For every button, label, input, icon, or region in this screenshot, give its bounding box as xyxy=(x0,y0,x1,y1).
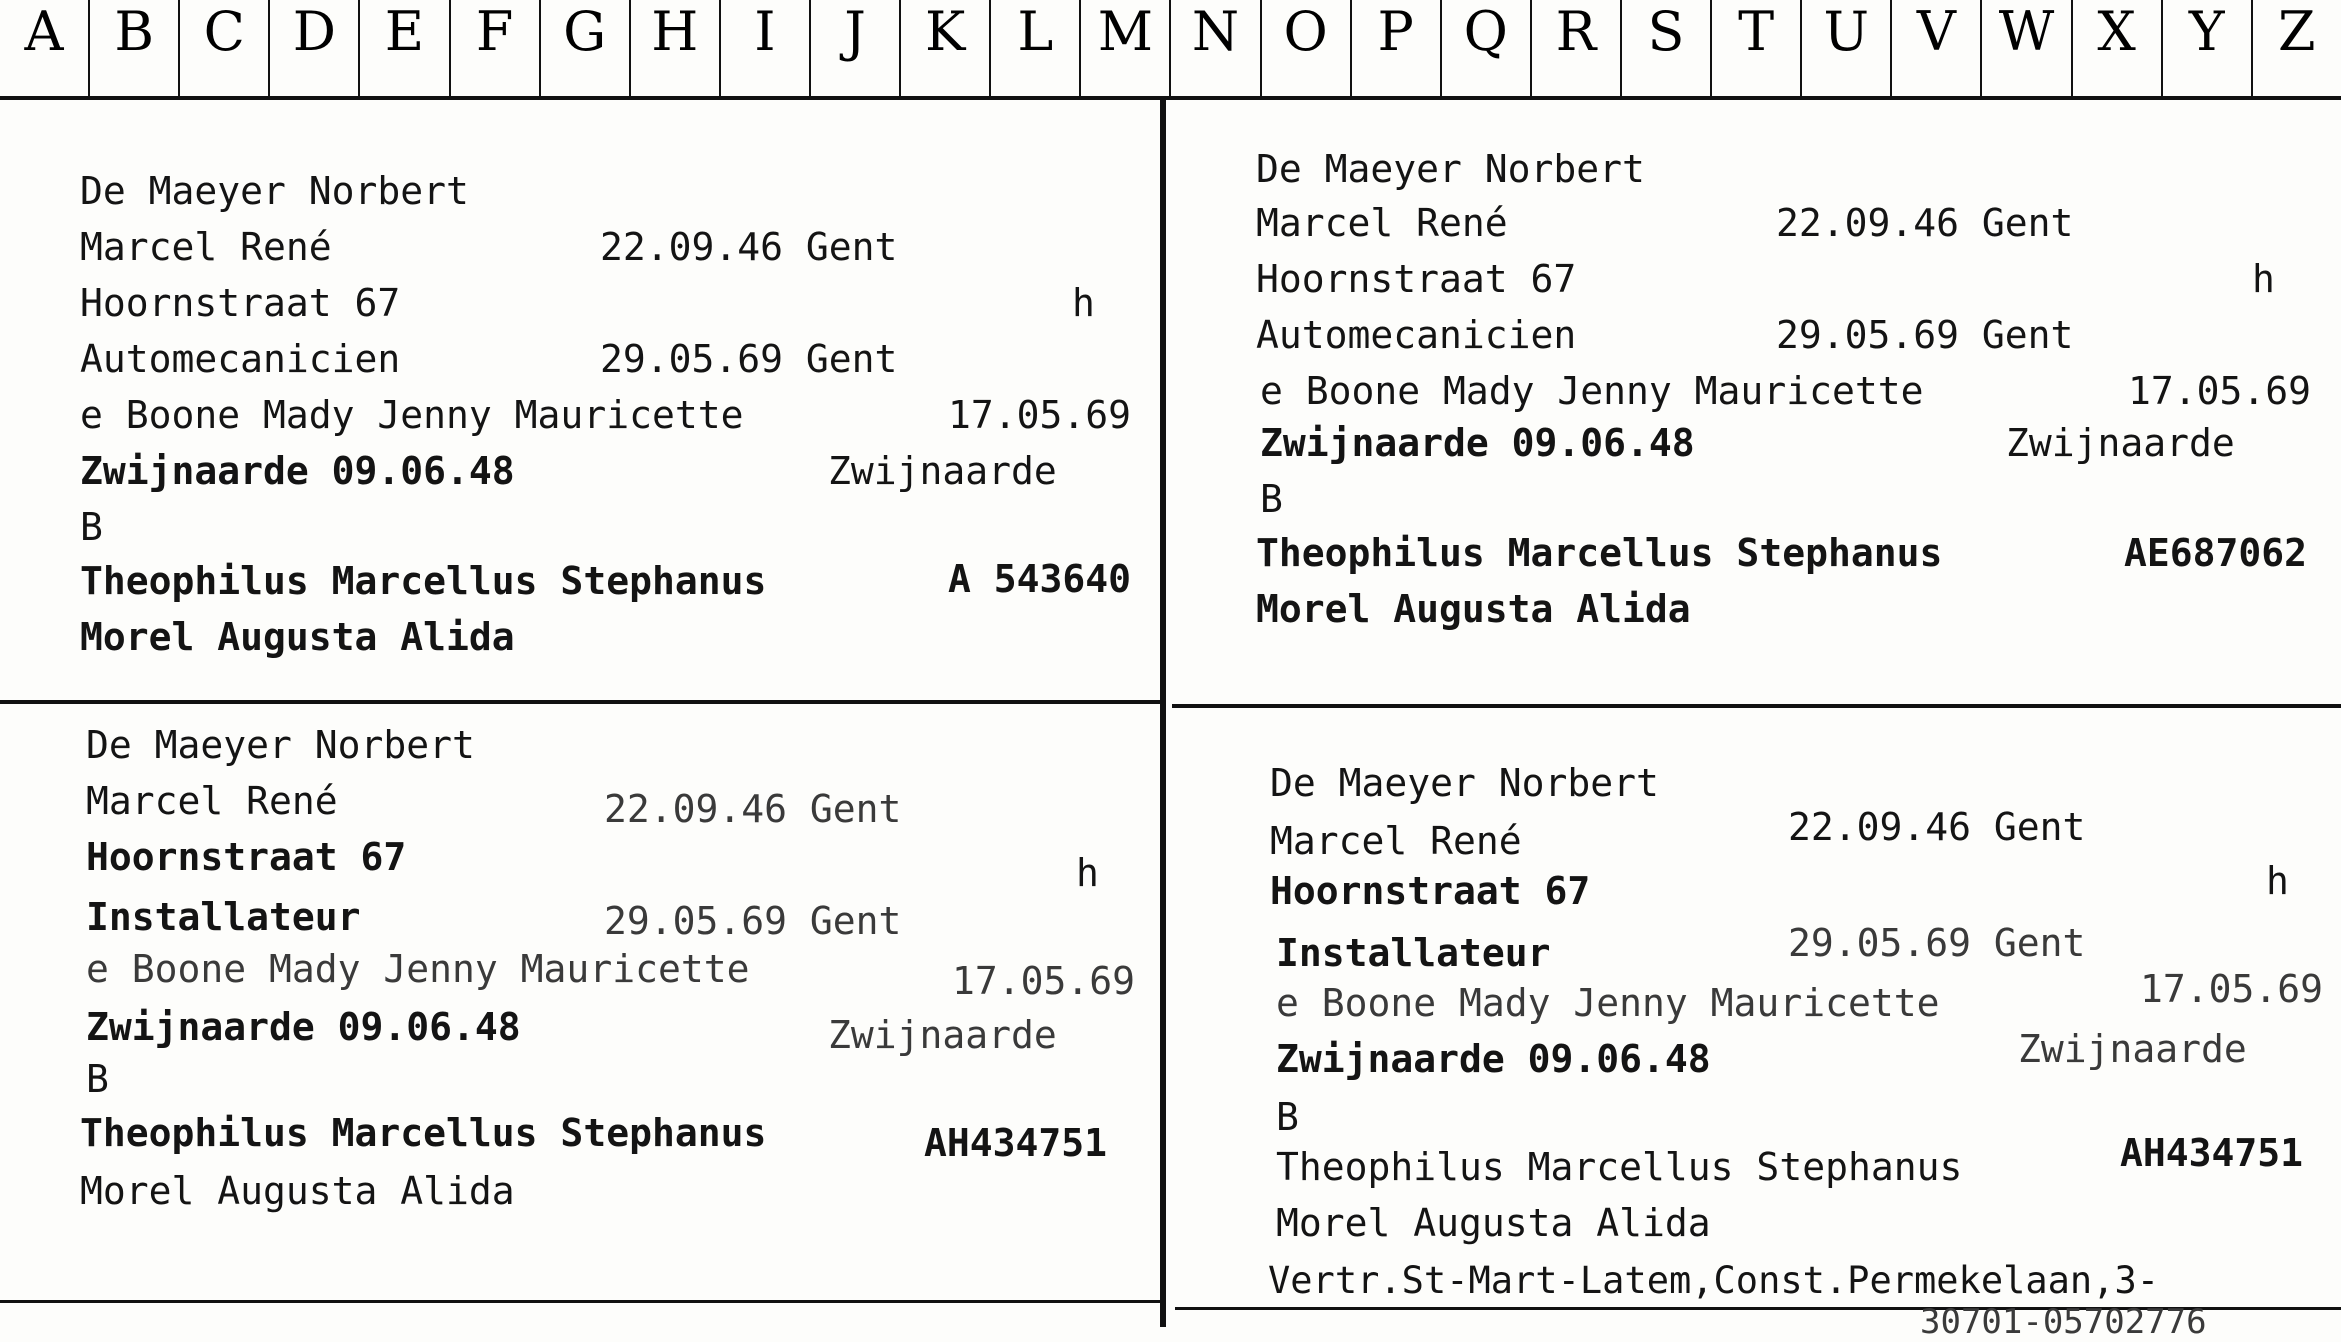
card-divider-vertical xyxy=(1160,100,1166,1327)
birth-date-place: 22.09.46 Gent xyxy=(1776,201,2074,245)
spouse-date: 17.05.69 xyxy=(2140,967,2324,1011)
index-letter: M xyxy=(1081,0,1171,96)
marital-flag: h xyxy=(2252,257,2275,301)
id-number: A 543640 xyxy=(948,557,1132,601)
code-letter: B xyxy=(80,505,103,549)
index-letter: C xyxy=(180,0,270,96)
spouse-date: 17.05.69 xyxy=(948,393,1132,437)
father-name: Theophilus Marcellus Stephanus xyxy=(80,1111,767,1155)
index-letter: P xyxy=(1352,0,1442,96)
mother-name: Morel Augusta Alida xyxy=(1276,1201,1711,1245)
index-letter: Y xyxy=(2163,0,2253,96)
spouse-place: Zwijnaarde xyxy=(828,1013,1057,1057)
spouse-birth: Zwijnaarde 09.06.48 xyxy=(1260,421,1695,465)
index-letter: X xyxy=(2073,0,2163,96)
index-letter: A xyxy=(0,0,90,96)
marriage-date-place: 29.05.69 Gent xyxy=(600,337,898,381)
spouse-name: e Boone Mady Jenny Mauricette xyxy=(86,947,750,991)
mother-name: Morel Augusta Alida xyxy=(80,1169,515,1213)
father-name: Theophilus Marcellus Stephanus xyxy=(1276,1145,1963,1189)
index-letter: O xyxy=(1262,0,1352,96)
index-letter: G xyxy=(541,0,631,96)
marital-flag: h xyxy=(2266,859,2289,903)
id-number: AE687062 xyxy=(2124,531,2308,575)
address: Hoornstraat 67 xyxy=(86,835,407,879)
index-letter: V xyxy=(1892,0,1982,96)
index-letter: K xyxy=(901,0,991,96)
given-names: Marcel René xyxy=(80,225,332,269)
relocation-note: Vertr.St-Mart-Latem,Const.Permekelaan,3- xyxy=(1268,1259,2160,1302)
alphabet-index-strip xyxy=(0,0,2341,100)
spouse-date: 17.05.69 xyxy=(952,959,1136,1003)
occupation: Installateur xyxy=(1276,931,1551,975)
birth-date-place: 22.09.46 Gent xyxy=(1788,805,2086,849)
code-letter: B xyxy=(1260,477,1283,521)
spouse-birth: Zwijnaarde 09.06.48 xyxy=(1276,1037,1711,1081)
given-names: Marcel René xyxy=(86,779,338,823)
spouse-place: Zwijnaarde xyxy=(2006,421,2235,465)
code-letter: B xyxy=(86,1057,109,1101)
spouse-place: Zwijnaarde xyxy=(828,449,1057,493)
card-divider-left xyxy=(0,700,1162,704)
card-divider-right xyxy=(1172,704,2341,708)
index-letter: I xyxy=(721,0,811,96)
given-names: Marcel René xyxy=(1256,201,1508,245)
person-name: De Maeyer Norbert xyxy=(80,169,469,213)
spouse-birth: Zwijnaarde 09.06.48 xyxy=(86,1005,521,1049)
index-letter: E xyxy=(360,0,450,96)
marriage-date-place: 29.05.69 Gent xyxy=(1776,313,2074,357)
index-letter: B xyxy=(90,0,180,96)
card-bottom-edge-left xyxy=(0,1300,1160,1303)
marriage-date-place: 29.05.69 Gent xyxy=(604,899,902,943)
birth-date-place: 22.09.46 Gent xyxy=(604,787,902,831)
index-letter: F xyxy=(451,0,541,96)
person-name: De Maeyer Norbert xyxy=(1270,761,1659,805)
birth-date-place: 22.09.46 Gent xyxy=(600,225,898,269)
index-letter: R xyxy=(1532,0,1622,96)
address: Hoornstraat 67 xyxy=(1270,869,1591,913)
id-number: AH434751 xyxy=(2120,1131,2304,1175)
occupation: Installateur xyxy=(86,895,361,939)
registration-number: 30701-05702776 xyxy=(1920,1302,2207,1342)
spouse-birth: Zwijnaarde 09.06.48 xyxy=(80,449,515,493)
occupation: Automecanicien xyxy=(1256,313,1577,357)
spouse-name: e Boone Mady Jenny Mauricette xyxy=(80,393,744,437)
code-letter: B xyxy=(1276,1095,1299,1139)
index-letter: Z xyxy=(2278,0,2316,63)
address: Hoornstraat 67 xyxy=(80,281,401,325)
index-letter: N xyxy=(1171,0,1261,96)
marital-flag: h xyxy=(1076,851,1099,895)
mother-name: Morel Augusta Alida xyxy=(80,615,515,659)
occupation: Automecanicien xyxy=(80,337,401,381)
spouse-place: Zwijnaarde xyxy=(2018,1027,2247,1071)
index-letter: Q xyxy=(1442,0,1532,96)
index-letter: D xyxy=(270,0,360,96)
address: Hoornstraat 67 xyxy=(1256,257,1577,301)
father-name: Theophilus Marcellus Stephanus xyxy=(1256,531,1943,575)
index-letter: T xyxy=(1712,0,1802,96)
spouse-name: e Boone Mady Jenny Mauricette xyxy=(1260,369,1924,413)
index-letter: H xyxy=(631,0,721,96)
index-letter: U xyxy=(1802,0,1892,96)
marital-flag: h xyxy=(1072,281,1095,325)
index-letter: L xyxy=(991,0,1081,96)
person-name: De Maeyer Norbert xyxy=(86,723,475,767)
index-letter: J xyxy=(811,0,901,96)
id-number: AH434751 xyxy=(924,1121,1108,1165)
mother-name: Morel Augusta Alida xyxy=(1256,587,1691,631)
spouse-date: 17.05.69 xyxy=(2128,369,2312,413)
marriage-date-place: 29.05.69 Gent xyxy=(1788,921,2086,965)
spouse-name: e Boone Mady Jenny Mauricette xyxy=(1276,981,1940,1025)
index-letter: W xyxy=(1982,0,2072,96)
person-name: De Maeyer Norbert xyxy=(1256,147,1645,191)
given-names: Marcel René xyxy=(1270,819,1522,863)
father-name: Theophilus Marcellus Stephanus xyxy=(80,559,767,603)
index-letter: S xyxy=(1622,0,1712,96)
